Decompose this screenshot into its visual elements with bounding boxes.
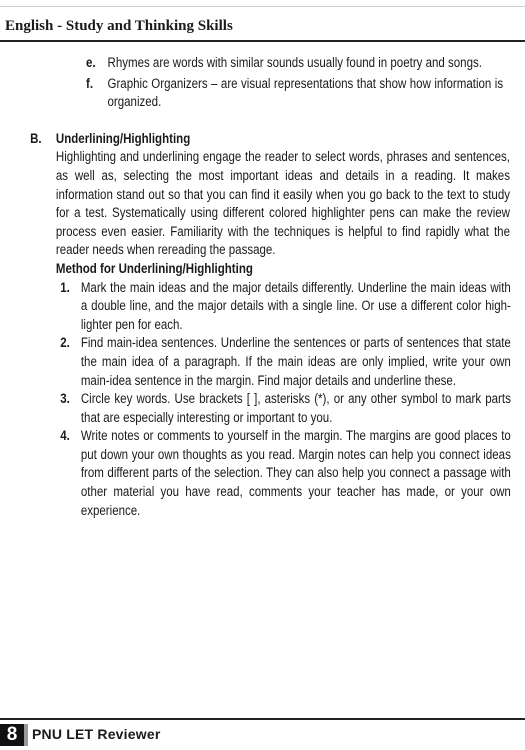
header-title: English - Study and Thinking Skills bbox=[5, 18, 233, 34]
header-top-rule bbox=[0, 6, 525, 7]
list-marker: 2. bbox=[60, 335, 70, 351]
list-item-1 bbox=[60, 279, 511, 335]
section-marker: B. bbox=[30, 130, 42, 146]
list-item-text: Mark the main ideas and the major details differently. Underline the main ideas with a double line, and the major details with a single line. Or use a different color high-lighter pen for each. bbox=[80, 279, 511, 332]
list-item-3 bbox=[60, 390, 511, 427]
list-item-text: Rhymes are words with similar sounds usually found in poetry and songs. bbox=[107, 55, 482, 70]
list-item-f bbox=[86, 75, 503, 112]
method-heading: Method for Underlining/Highlighting bbox=[55, 260, 253, 276]
list-item-text: Write notes or comments to yourself in the margin. The margins are good places to put down your own thoughts as you read. Margin notes can help you connect ideas from different parts of the selection. They can also help you connect a passage with other material you have read, comments your teacher has made, or your own experience. bbox=[80, 428, 511, 518]
section-title: Underlining/Highlighting bbox=[55, 130, 191, 146]
list-marker: 1. bbox=[60, 279, 70, 295]
header-rule bbox=[0, 40, 525, 42]
footer-accent-bar bbox=[24, 724, 28, 746]
list-item-2 bbox=[60, 334, 511, 390]
list-marker: 3. bbox=[60, 391, 70, 407]
section-heading bbox=[30, 130, 516, 149]
list-item-text: Find main-idea sentences. Underline the sentences or parts of sentences that state the main idea of a paragraph. If the main ideas are only implied, write your own main-idea sentence in the margin. Find major details and underline these. bbox=[80, 335, 511, 388]
page-content bbox=[0, 54, 511, 520]
list-marker: f. bbox=[86, 75, 94, 91]
page-number: 8 bbox=[0, 724, 24, 746]
page-footer bbox=[0, 712, 525, 750]
list-item-text: Circle key words. Use brackets [ ], asterisks (*), or any other symbol to mark parts that are especially interesting or important to you. bbox=[80, 391, 511, 425]
section-paragraph: Highlighting and underlining engage the reader to select words, phrases and sentences, as well as, selecting the most important ideas and details in a reading. It makes information stand out so that you can find it easily when you go back to the text to study for a test. Systematically using different colored highlighter pens can make the review process even easier. Familiarity with the techniques is helpful to find rapidly what the reader needs when rereading the passage. bbox=[55, 149, 510, 258]
list-item-text: Graphic Organizers – are visual representations that show how information is organized. bbox=[107, 75, 504, 110]
list-marker: 4. bbox=[60, 428, 70, 444]
list-item-4 bbox=[60, 427, 511, 520]
list-marker: e. bbox=[86, 55, 96, 70]
list-item-e bbox=[86, 54, 503, 73]
footer-title: PNU LET Reviewer bbox=[32, 726, 161, 742]
page-header bbox=[0, 0, 525, 44]
footer-rule bbox=[0, 718, 525, 720]
